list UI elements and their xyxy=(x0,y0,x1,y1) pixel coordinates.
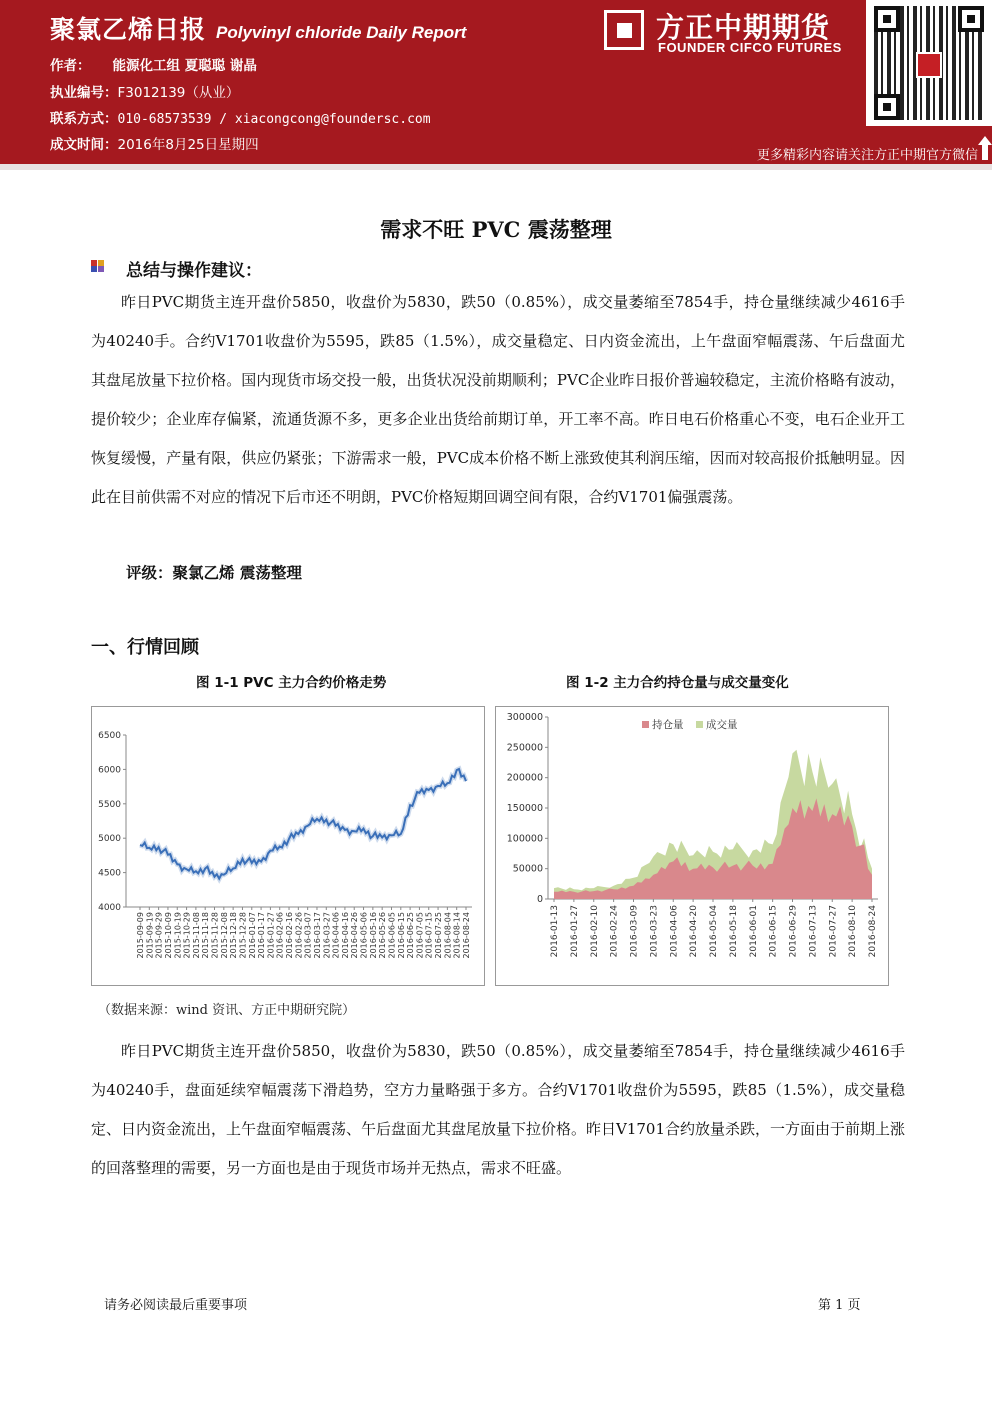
date-label: 成文时间： xyxy=(50,137,118,153)
x-tick-label: 2015-12-18 xyxy=(229,912,239,959)
market-review-section-title: 一、行情回顾 xyxy=(91,637,199,658)
data-source-note: （数据来源：wind 资讯、方正中期研究院） xyxy=(98,1003,356,1018)
price-line-shadow xyxy=(140,769,466,879)
license-value: F3012139（从业） xyxy=(117,85,240,101)
wechat-follow-note: 更多精彩内容请关注方正中期官方微信 xyxy=(756,148,978,163)
x-tick-label: 2015-09-19 xyxy=(145,912,155,959)
footer-notice: 请务必阅读最后重要事项 xyxy=(104,1298,248,1313)
x-tick-label: 2016-02-24 xyxy=(609,905,620,958)
x-tick-label: 2016-05-26 xyxy=(378,912,388,959)
report-title-en: Polyvinyl chloride Daily Report xyxy=(216,23,467,42)
review-text: 昨日PVC期货主连开盘价5850，收盘价为5830，跌50（0.85%），成交量萎缩至7854手，持仓量继续减少4616手为40240手，盘面延续窄幅震荡下滑趋势，空方力量略强于多方。合约V1701收盘价为5595，跌85（1.5%），成交量稳定、日内资金流出，上午盘面窄幅震荡、午后盘面尤其盘尾放量下拉价格。昨日V1701合约放量杀跌，一方面由于前期上涨的回落整理的需要，另一方面也是由于现货市场并无热点，需求不旺盛。 xyxy=(91,1042,906,1177)
x-tick-label: 2016-03-17 xyxy=(312,912,322,959)
x-tick-label: 2016-05-06 xyxy=(359,912,369,959)
y-tick-label: 6500 xyxy=(98,731,121,741)
review-paragraph xyxy=(91,1032,905,1188)
rating-line: 评级：聚氯乙烯 震荡整理 xyxy=(126,564,302,582)
date-value: 2016年8月25日星期四 xyxy=(117,137,259,153)
price-trend-chart xyxy=(92,707,484,985)
x-tick-label: 2015-09-29 xyxy=(154,912,164,959)
y-tick-label: 50000 xyxy=(512,863,543,875)
legend-swatch xyxy=(696,721,703,728)
y-tick-label: 150000 xyxy=(506,803,543,814)
x-tick-label: 2016-02-06 xyxy=(275,912,285,959)
x-tick-label: 2016-04-06 xyxy=(669,905,680,958)
legend-label: 持仓量 xyxy=(652,719,684,731)
x-tick-label: 2016-07-13 xyxy=(808,905,819,958)
contact-label: 联系方式： xyxy=(50,111,118,127)
x-tick-label: 2016-07-15 xyxy=(424,912,434,959)
figure-1-caption: 图 1-1 PVC 主力合约价格走势 xyxy=(196,675,387,691)
page-number: 第 1 页 xyxy=(818,1298,861,1313)
x-tick-label: 2016-03-07 xyxy=(303,912,313,959)
x-tick-label: 2015-11-28 xyxy=(210,912,220,959)
wechat-qr-code-icon[interactable] xyxy=(866,0,992,126)
legend-label: 成交量 xyxy=(706,719,738,731)
x-tick-label: 2016-06-25 xyxy=(406,912,416,959)
x-tick-label: 2016-06-15 xyxy=(768,905,779,958)
author-label: 作者： xyxy=(50,58,91,74)
section-bullet-icon xyxy=(90,258,106,274)
x-tick-label: 2016-01-27 xyxy=(569,905,580,958)
x-tick-label: 2015-09-09 xyxy=(136,912,145,959)
up-arrow-icon xyxy=(978,136,992,160)
contact-line xyxy=(50,107,431,127)
x-tick-label: 2016-04-20 xyxy=(689,905,700,958)
x-tick-label: 2016-07-27 xyxy=(828,905,839,958)
x-tick-label: 2016-08-24 xyxy=(868,905,878,958)
y-tick-label: 4000 xyxy=(98,903,121,913)
document-title: 需求不旺 PVC 震荡整理 xyxy=(380,217,612,242)
y-tick-label: 0 xyxy=(536,894,543,905)
x-tick-label: 2016-08-10 xyxy=(848,905,859,958)
y-tick-label: 250000 xyxy=(506,742,543,754)
company-logo-cn: 方正中期期货 xyxy=(656,11,831,44)
summary-text: 昨日PVC期货主连开盘价5850，收盘价为5830，跌50（0.85%），成交量萎缩至7854手，持仓量继续减少4616手为40240手。合约V1701收盘价为5595，跌85（1.5%），成交量稳定、日内资金流出，上午盘面窄幅震荡、午后盘面尤其盘尾放量下拉价格。国内现货市场交投一般，出货状况没前期顺利；PVC企业昨日报价普遍较稳定，主流价格略有波动，提价较少；企业库存偏紧，流通货源不多，更多企业出货给前期订单，开工率不高。昨日电石价格重心不变，电石企业开工恢复缓慢，产量有限，供应仍紧张；下游需求一般，PVC成本价格不断上涨致使其利润压缩，因而对较高报价抵触明显。因此在目前供需不对应的情况下后市还不明朗，PVC价格短期回调空间有限，合约V1701偏强震荡。 xyxy=(91,293,905,506)
x-tick-label: 2015-12-08 xyxy=(219,912,229,959)
license-line xyxy=(50,81,239,101)
y-tick-label: 6000 xyxy=(98,765,121,776)
x-tick-label: 2015-10-09 xyxy=(163,912,173,959)
x-tick-label: 2016-06-15 xyxy=(396,912,406,959)
x-tick-label: 2016-04-16 xyxy=(340,912,350,959)
open-interest-area xyxy=(554,798,872,899)
y-tick-label: 100000 xyxy=(506,833,543,845)
x-tick-label: 2016-06-29 xyxy=(788,905,799,958)
price-line xyxy=(140,769,466,879)
legend-swatch xyxy=(642,721,649,728)
x-tick-label: 2016-02-26 xyxy=(294,912,304,959)
summary-section-title: 总结与操作建议： xyxy=(126,261,262,281)
author-line xyxy=(50,54,257,74)
x-tick-label: 2016-05-16 xyxy=(368,912,378,959)
report-title-cn: 聚氯乙烯日报 xyxy=(50,15,207,44)
x-tick-label: 2016-01-07 xyxy=(247,912,257,959)
x-tick-label: 2016-08-24 xyxy=(462,912,471,959)
x-tick-label: 2016-01-27 xyxy=(266,912,276,959)
x-tick-label: 2016-01-13 xyxy=(550,905,560,958)
x-tick-label: 2016-07-25 xyxy=(434,912,444,959)
x-tick-label: 2016-03-23 xyxy=(649,905,660,958)
contact-value[interactable]: 010-68573539 / xiacongcong@foundersc.com xyxy=(117,112,431,127)
x-tick-label: 2016-03-09 xyxy=(629,905,640,958)
author-value: 能源化工组 夏聪聪 谢晶 xyxy=(112,58,257,74)
y-tick-label: 200000 xyxy=(506,772,543,784)
x-tick-label: 2016-08-14 xyxy=(452,912,462,959)
x-tick-label: 2016-02-16 xyxy=(285,912,295,959)
founder-logo-icon xyxy=(604,10,644,50)
x-tick-label: 2016-03-27 xyxy=(322,912,332,959)
x-tick-label: 2015-11-08 xyxy=(191,912,201,959)
oi-volume-chart-frame xyxy=(495,706,889,986)
x-tick-label: 2015-10-19 xyxy=(173,912,183,959)
price-chart-frame xyxy=(91,706,485,986)
figure-2-caption: 图 1-2 主力合约持仓量与成交量变化 xyxy=(566,675,789,691)
company-logo-en: FOUNDER CIFCO FUTURES xyxy=(658,40,842,55)
open-interest-volume-chart xyxy=(496,707,888,985)
y-tick-label: 5500 xyxy=(98,799,121,810)
x-tick-label: 2016-07-05 xyxy=(415,912,425,959)
header-divider xyxy=(0,164,992,170)
x-tick-label: 2016-06-01 xyxy=(748,905,759,958)
license-label: 执业编号： xyxy=(50,85,118,101)
x-tick-label: 2015-12-28 xyxy=(238,912,248,959)
x-tick-label: 2016-02-10 xyxy=(589,905,600,958)
y-tick-label: 5000 xyxy=(98,834,121,845)
x-tick-label: 2016-05-04 xyxy=(709,905,719,958)
x-tick-label: 2015-10-29 xyxy=(182,912,192,959)
x-tick-label: 2016-04-06 xyxy=(331,912,341,959)
x-tick-label: 2016-06-05 xyxy=(387,912,397,959)
x-tick-label: 2016-01-17 xyxy=(257,912,267,959)
report-title xyxy=(50,10,466,46)
summary-paragraph xyxy=(91,283,905,517)
x-tick-label: 2016-04-26 xyxy=(350,912,360,959)
x-tick-label: 2015-11-18 xyxy=(201,912,211,959)
y-tick-label: 4500 xyxy=(98,868,121,879)
date-line xyxy=(50,133,259,153)
y-tick-label: 300000 xyxy=(506,712,543,723)
x-tick-label: 2016-08-04 xyxy=(443,912,453,959)
x-tick-label: 2016-05-18 xyxy=(728,905,739,958)
